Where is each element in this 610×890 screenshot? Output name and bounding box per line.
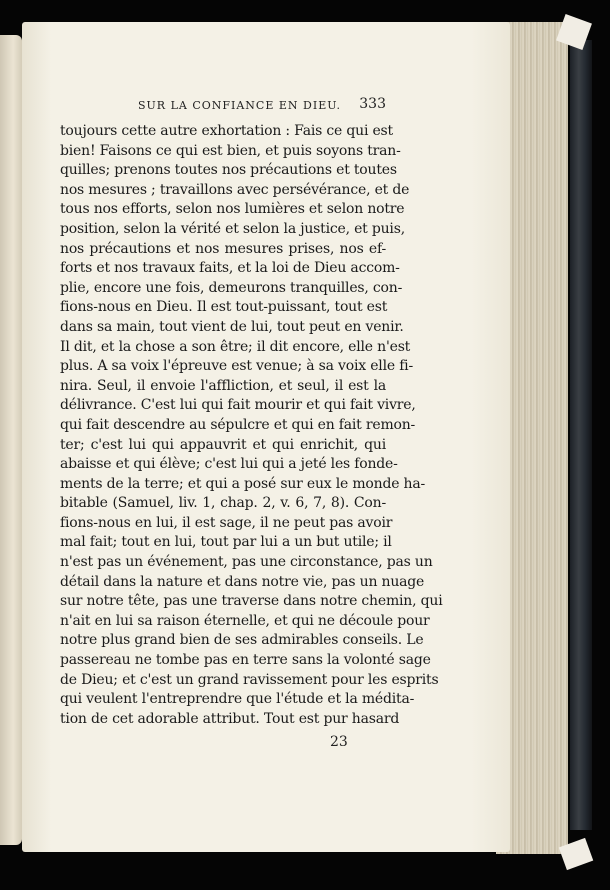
page-number: 333: [359, 96, 386, 112]
text-line: nos précautions et nos mesures prises, nos ef-: [60, 240, 386, 257]
text-line: tous nos efforts, selon nos lumières et selon notre: [60, 201, 405, 218]
text-line: ments de la terre; et qui a posé sur eux le monde ha-: [60, 475, 426, 492]
text-line: de Dieu; et c'est un grand ravissement pour les esprits: [60, 671, 439, 688]
facing-page-edge: [0, 35, 22, 845]
text-line: mal fait; tout en lui, tout par lui a un but utile; il: [60, 534, 392, 551]
page-header: [60, 96, 386, 118]
body-text: [60, 122, 443, 729]
text-line: tion de cet adorable attribut. Tout est pur hasard: [60, 710, 400, 727]
text-line: nira. Seul, il envoie l'affliction, et seul, il est la: [60, 377, 386, 394]
text-line: bien! Faisons ce qui est bien, et puis soyons tran-: [60, 142, 401, 159]
text-line: délivrance. C'est lui qui fait mourir et qui fait vivre,: [60, 397, 416, 414]
text-line: fions-nous en lui, il est sage, il ne peut pas avoir: [60, 514, 393, 531]
text-line: ter; c'est lui qui appauvrit et qui enrichit, qui: [60, 436, 386, 453]
text-line: n'ait en lui sa raison éternelle, et qui ne découle pour: [60, 612, 430, 629]
text-line: détail dans la nature et dans notre vie, pas un nuage: [60, 573, 425, 590]
text-line: passereau ne tombe pas en terre sans la volonté sage: [60, 652, 431, 669]
text-line: toujours cette autre exhortation : Fais ce qui est: [60, 123, 393, 139]
text-line: qui fait descendre au sépulcre et qui en fait remon-: [60, 416, 416, 433]
text-line: n'est pas un événement, pas une circonstance, pas un: [60, 554, 433, 571]
text-line: Il dit, et la chose a son être; il dit encore, elle n'est: [60, 338, 411, 355]
text-line: fions-nous en Dieu. Il est tout-puissant, tout est: [60, 299, 388, 316]
text-line: position, selon la vérité et selon la justice, et puis,: [60, 220, 405, 237]
text-line: qui veulent l'entreprendre que l'étude et la médita-: [60, 691, 415, 708]
text-line: abaisse et qui élève; c'est lui qui a jeté les fonde-: [60, 456, 398, 473]
text-line: nos mesures ; travaillons avec persévérance, et de: [60, 181, 410, 198]
text-line: plus. A sa voix l'épreuve est venue; à sa voix elle fi-: [60, 358, 413, 375]
text-line: dans sa main, tout vient de lui, tout peut en venir.: [60, 318, 404, 335]
text-line: notre plus grand bien de ses admirables conseils. Le: [60, 632, 424, 649]
text-line: sur notre tête, pas une traverse dans notre chemin, qui: [60, 593, 443, 610]
text-line: forts et nos travaux faits, et la loi de Dieu accom-: [60, 260, 400, 277]
book-cover-edge: [570, 40, 592, 830]
text-line: quilles; prenons toutes nos précautions et toutes: [60, 162, 397, 179]
running-title: SUR LA CONFIANCE EN DIEU.: [138, 99, 341, 112]
signature-mark: 23: [330, 734, 348, 750]
text-line: plie, encore une fois, demeurons tranquilles, con-: [60, 279, 403, 296]
text-line: bitable (Samuel, liv. 1, chap. 2, v. 6, 7, 8). Con-: [60, 495, 386, 512]
